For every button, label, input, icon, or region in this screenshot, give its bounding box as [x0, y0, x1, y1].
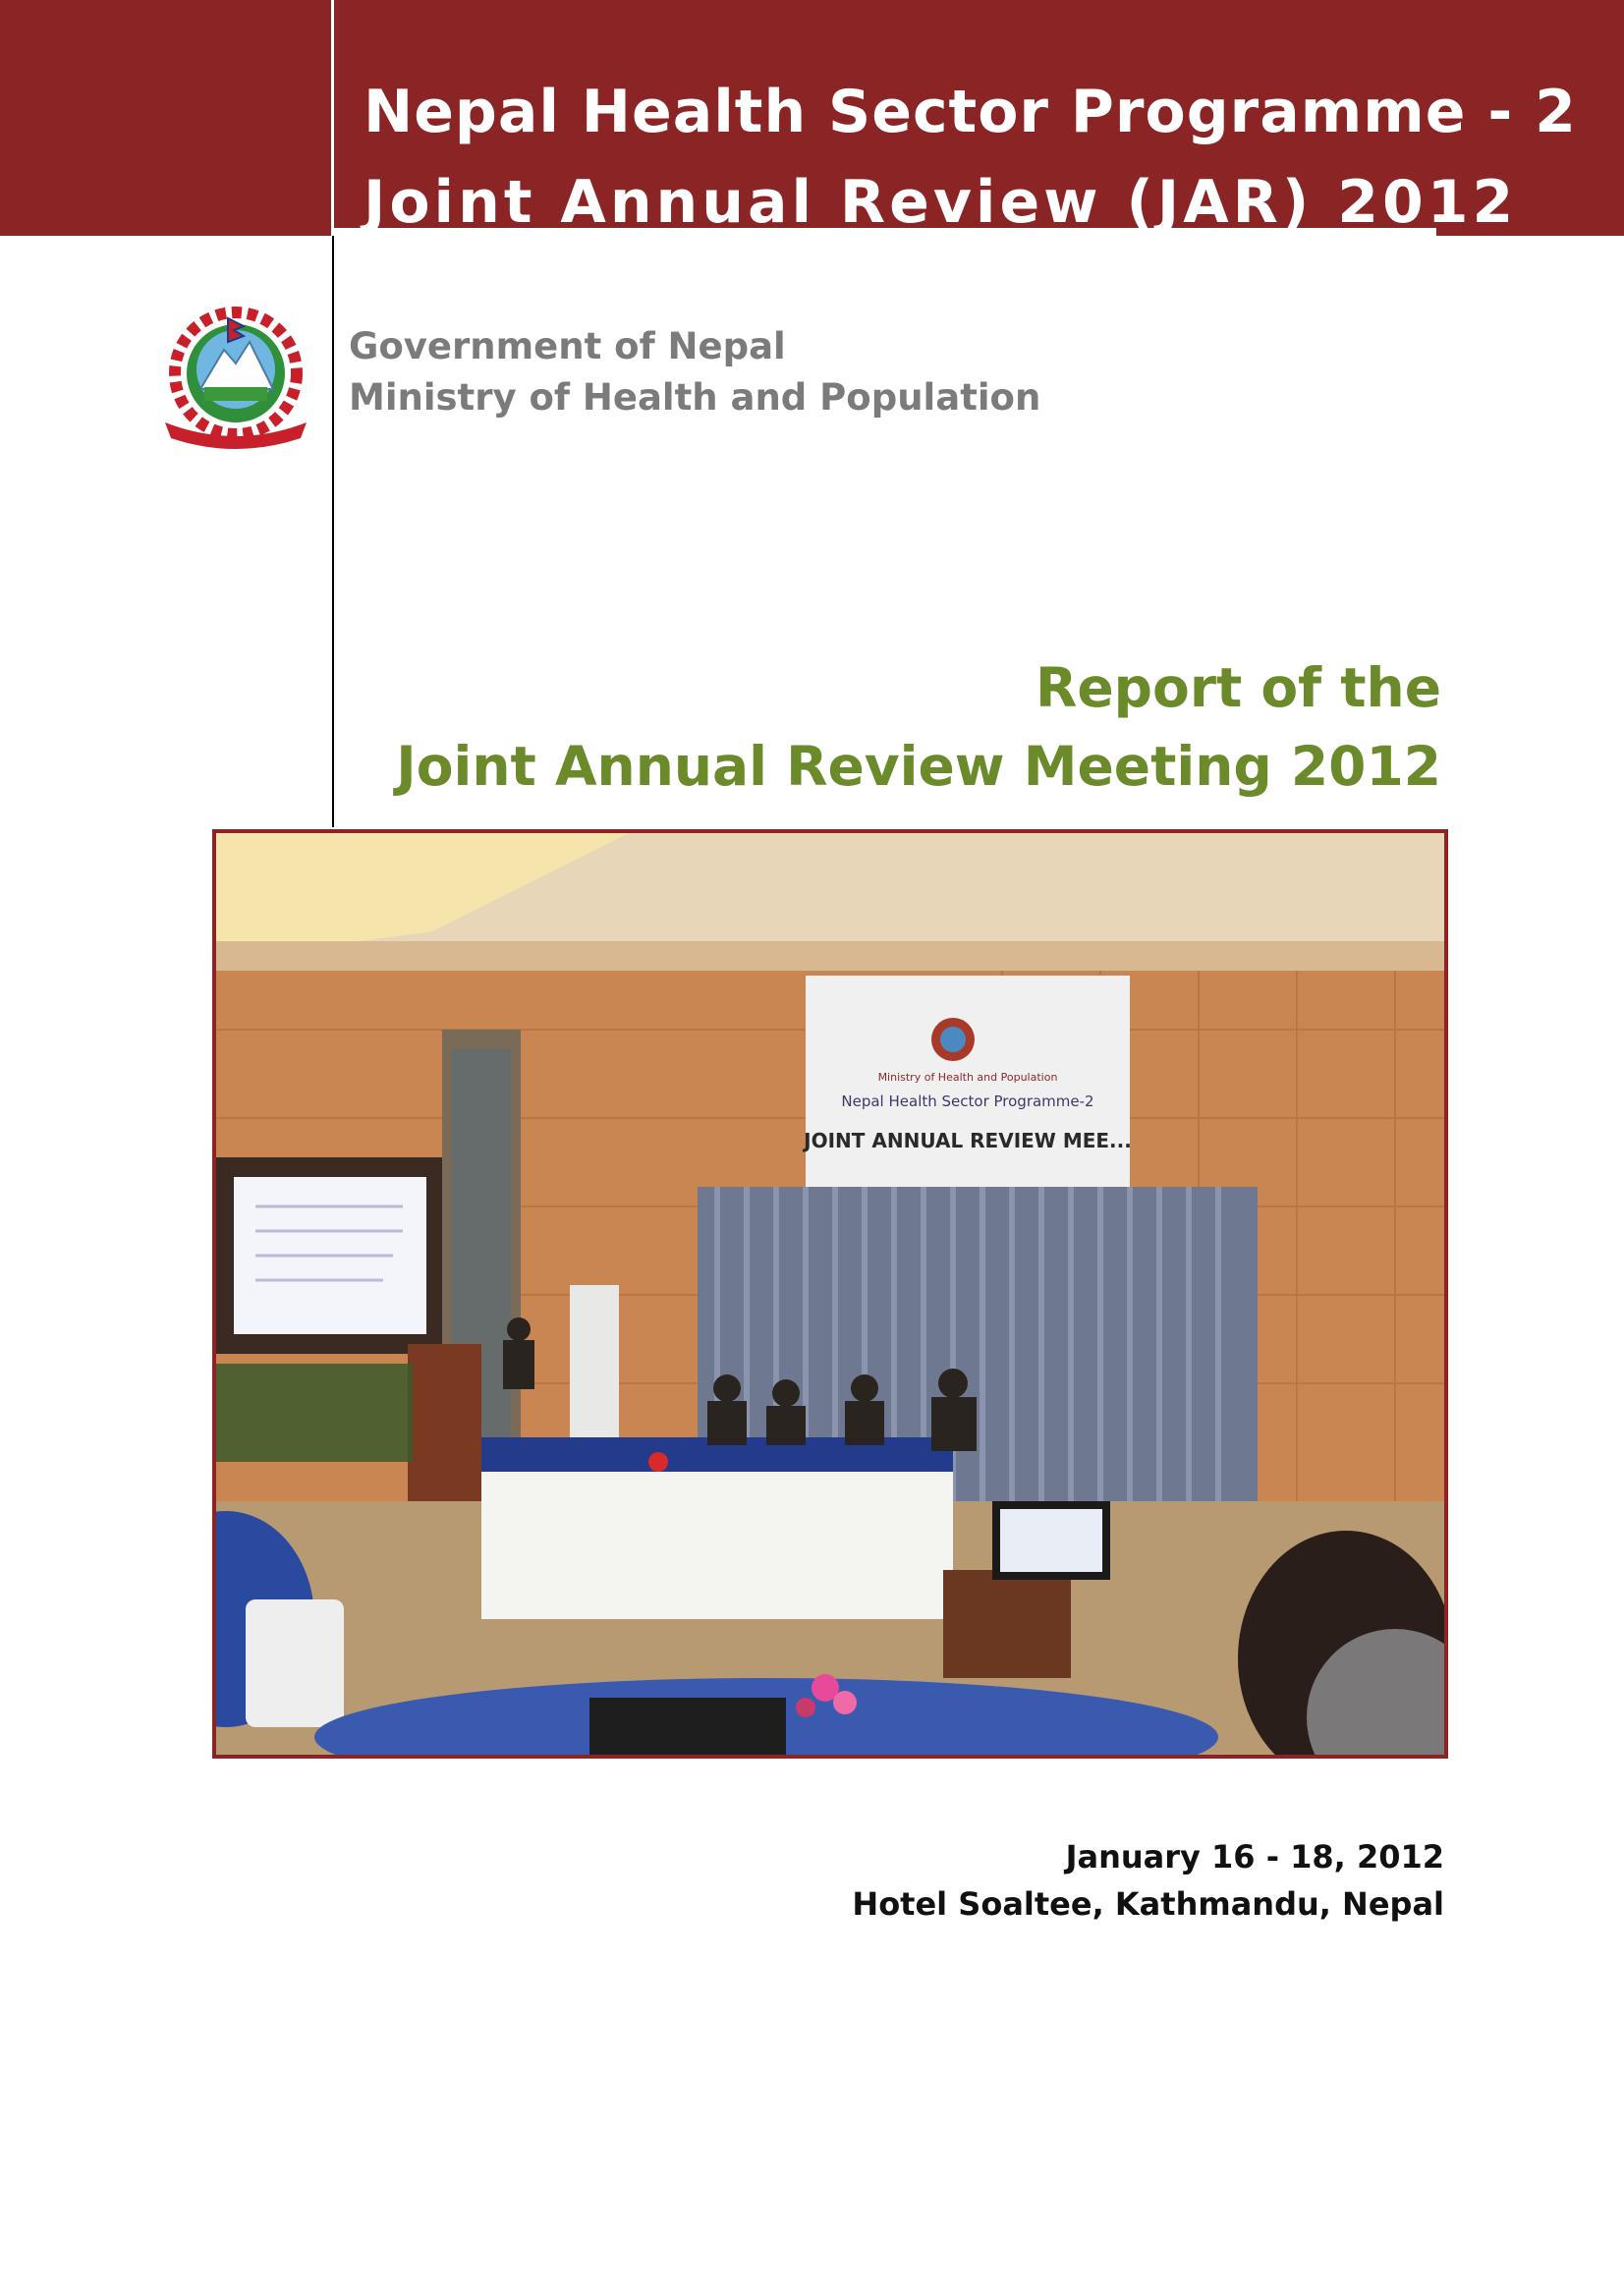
event-date: January 16 - 18, 2012	[1065, 1838, 1444, 1876]
photo-banner-line-3: JOINT ANNUAL REVIEW MEE...	[804, 1129, 1132, 1152]
photo-banner-line-1: Ministry of Health and Population	[877, 1071, 1058, 1084]
ministry-name: Ministry of Health and Population	[349, 376, 1041, 419]
report-title-line-2: Joint Annual Review Meeting 2012	[396, 735, 1441, 798]
event-photo	[212, 829, 1448, 1759]
nepal-emblem-icon	[155, 303, 316, 454]
title-line-1: Nepal Health Sector Programme - 2	[364, 78, 1577, 146]
photo-banner-line-2: Nepal Health Sector Programme-2	[841, 1092, 1094, 1110]
event-venue: Hotel Soaltee, Kathmandu, Nepal	[852, 1885, 1444, 1923]
event-details	[852, 1833, 1444, 1928]
title-line-2: Joint Annual Review (JAR) 2012	[364, 168, 1518, 237]
document-title	[364, 67, 1577, 248]
report-title-line-1: Report of the	[1036, 656, 1441, 719]
government-name: Government of Nepal	[349, 325, 786, 367]
report-title	[396, 648, 1441, 806]
organization-block	[349, 321, 1040, 423]
vertical-rule	[332, 236, 334, 827]
banner-divider	[331, 0, 334, 236]
